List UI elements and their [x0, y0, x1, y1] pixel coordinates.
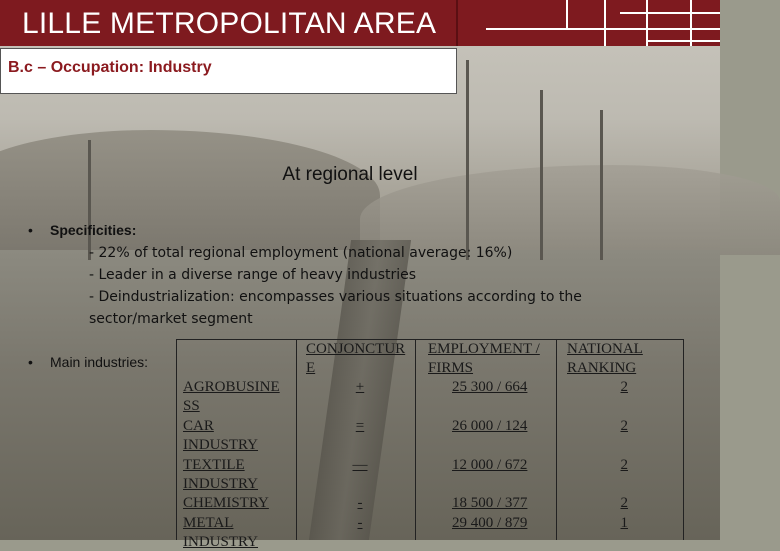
table-cell-ranking: 1 — [620, 515, 628, 531]
header-conjuncture: CONJONCTUR — [306, 341, 406, 357]
header-decoration-line — [620, 12, 720, 14]
table-cell-industry: METAL — [183, 515, 234, 531]
header-divider — [456, 0, 458, 46]
background-pole — [88, 140, 91, 260]
table-cell-industry: SS — [183, 398, 200, 414]
background-pole — [466, 60, 469, 260]
main-industries-bullet — [28, 354, 148, 370]
header-decoration-line — [566, 0, 568, 30]
header-decoration-line — [604, 0, 606, 46]
specificities-bullet — [28, 222, 136, 238]
bullet-icon: • — [28, 222, 33, 238]
table-border — [683, 340, 684, 540]
subtitle-text: B.c – Occupation: Industry — [8, 59, 212, 76]
table-cell-employment: 18 500 / 377 — [452, 495, 528, 511]
header-ranking: NATIONAL — [567, 341, 643, 357]
subtitle-box — [0, 48, 457, 94]
table-cell-employment: 12 000 / 672 — [452, 457, 528, 473]
table-cell-ranking: 2 — [620, 457, 628, 473]
table-cell-conjuncture: + — [355, 379, 365, 395]
table-cell-ranking: 2 — [620, 495, 628, 511]
table-cell-employment: 29 400 / 879 — [452, 515, 528, 531]
specificities-line: sector/market segment — [89, 311, 253, 327]
table-cell-conjuncture: — — [352, 457, 368, 473]
table-cell-industry: CAR — [183, 418, 214, 434]
header-conjuncture: E — [306, 360, 316, 376]
table-cell-industry: INDUSTRY — [183, 534, 259, 550]
specificities-label: Specificities: — [50, 222, 137, 238]
header-employment: FIRMS — [428, 360, 474, 376]
table-cell-conjuncture: - — [357, 495, 363, 511]
table-border — [415, 340, 416, 540]
table-cell-industry: INDUSTRY — [183, 437, 259, 453]
specificities-line: - Deindustrialization: encompasses various situations according to the — [89, 289, 582, 305]
table-cell-industry: TEXTILE — [183, 457, 245, 473]
specificities-line: - 22% of total regional employment (national average: 16%) — [89, 245, 513, 261]
header-ranking: RANKING — [567, 360, 637, 376]
header-employment: EMPLOYMENT / — [428, 341, 540, 357]
header-decoration-line — [646, 40, 720, 42]
table-cell-industry: INDUSTRY — [183, 476, 259, 492]
table-cell-industry: CHEMISTRY — [183, 495, 269, 511]
main-industries-label: Main industries: — [50, 354, 149, 370]
specificities-line: - Leader in a diverse range of heavy industries — [89, 267, 417, 283]
table-cell-industry: AGROBUSINE — [183, 379, 280, 395]
table-border — [296, 340, 297, 540]
table-cell-employment: 26 000 / 124 — [452, 418, 528, 434]
table-cell-conjuncture: = — [355, 418, 365, 434]
header-decoration-line — [486, 28, 720, 30]
table-border — [176, 340, 177, 540]
table-cell-conjuncture: - — [357, 515, 363, 531]
table-cell-ranking: 2 — [620, 418, 628, 434]
bullet-icon: • — [28, 354, 33, 370]
page-title: LILLE METROPOLITAN AREA — [22, 7, 437, 40]
table-cell-ranking: 2 — [620, 379, 628, 395]
table-cell-employment: 25 300 / 664 — [452, 379, 528, 395]
table-border — [556, 340, 557, 540]
section-heading: At regional level — [282, 164, 418, 185]
header-bar — [0, 0, 720, 46]
